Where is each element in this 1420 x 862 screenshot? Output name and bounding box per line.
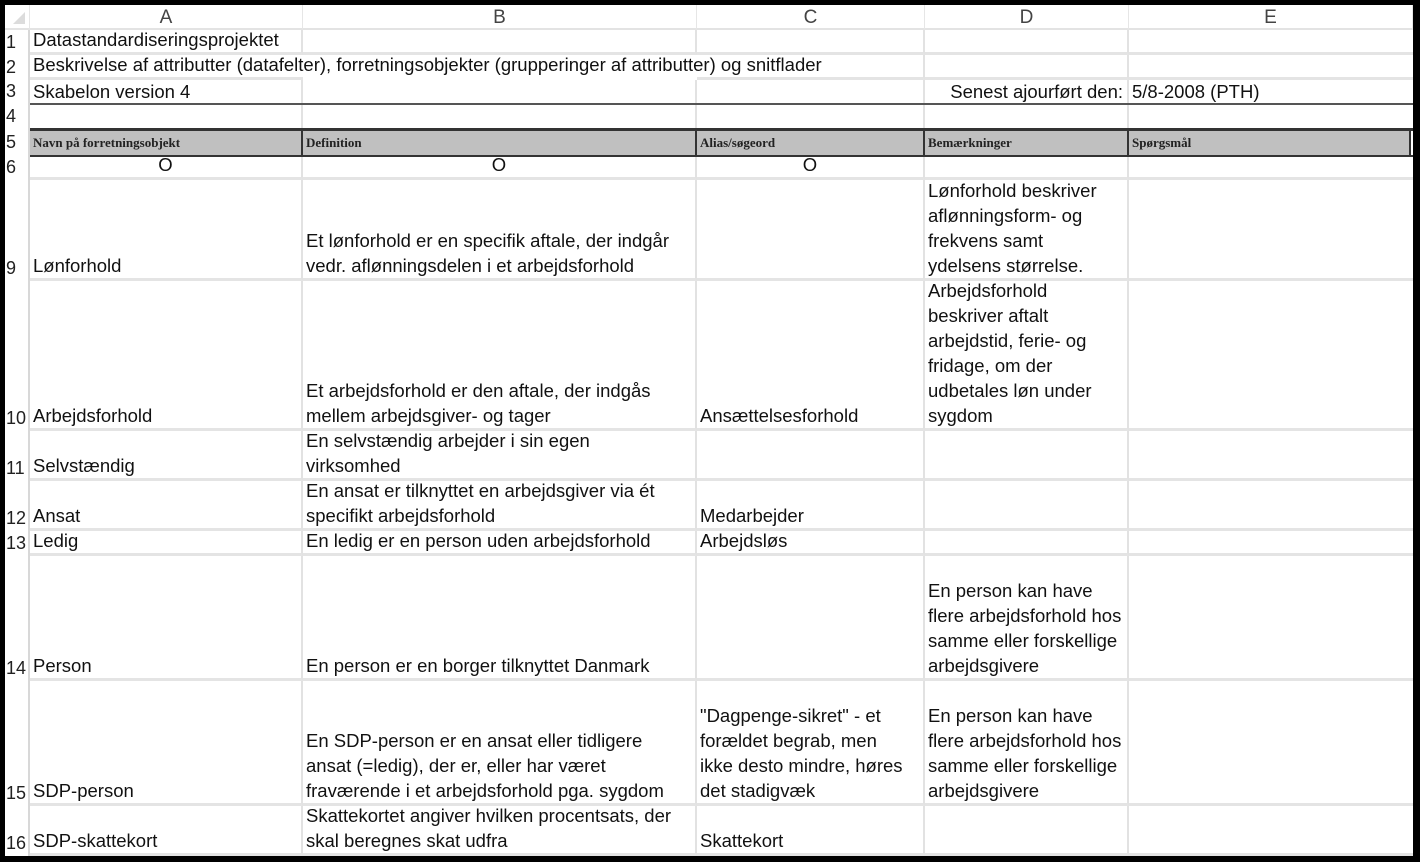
definition-text: En ledig er en person uden arbejdsforhold [306, 530, 651, 551]
definition-text: Skattekortet angiver hvilken procentsats, der [306, 805, 672, 826]
project-title: Datastandardiseringsprojektet [33, 29, 279, 50]
select-all-corner[interactable] [5, 5, 30, 30]
cell-name[interactable] [30, 681, 303, 806]
definition-text: Et arbejdsforhold er den aftale, der indgås [306, 380, 651, 401]
cell-name[interactable] [30, 180, 303, 281]
row-header[interactable]: 2 [5, 55, 30, 80]
definition-text: En ansat er tilknyttet en arbejdsgiver via ét [306, 480, 655, 501]
definition-text: En SDP-person er en ansat eller tidligere [306, 730, 643, 751]
definition-text: fraværende i et arbejdsforhold pga. sygdom [306, 780, 664, 801]
cell-definition[interactable] [303, 180, 697, 281]
cell-remarks[interactable] [925, 531, 1129, 556]
remarks-text: udbetales løn under [928, 380, 1092, 401]
name-text: Selvstændig [33, 455, 135, 476]
row-header[interactable]: 6 [5, 155, 30, 180]
alias-text: Ansættelsesforhold [700, 405, 859, 426]
cell-definition[interactable] [303, 806, 697, 856]
definition-text: En selvstændig arbejder i sin egen [306, 430, 590, 451]
cell-c6-value: O [802, 154, 818, 175]
row-header[interactable]: 4 [5, 104, 30, 129]
cell-d3[interactable] [925, 80, 1129, 104]
template-version: Skabelon version 4 [33, 81, 191, 102]
cell-alias[interactable] [697, 180, 925, 281]
cell-name[interactable] [30, 556, 303, 681]
cell-b3[interactable] [303, 80, 697, 104]
column-header-c[interactable]: C [697, 5, 925, 30]
definition-text: Et lønforhold er en specifik aftale, der indgår [306, 230, 669, 251]
cell-a4[interactable] [30, 105, 303, 129]
remarks-text: fridage, om der [928, 355, 1053, 376]
cell-c1[interactable] [697, 30, 925, 55]
cell-remarks[interactable] [925, 281, 1129, 431]
cell-questions[interactable] [1129, 531, 1413, 556]
cell-questions[interactable] [1129, 681, 1413, 806]
row-header[interactable]: 9 [5, 180, 30, 281]
name-text: SDP-skattekort [33, 830, 158, 851]
cell-name[interactable] [30, 431, 303, 481]
column-header-b[interactable]: B [303, 5, 697, 30]
updated-label: Senest ajourført den: [950, 81, 1123, 102]
remarks-text: frekvens samt [928, 230, 1044, 251]
cell-d6[interactable] [925, 157, 1129, 180]
remarks-text: arbejdsgivere [928, 780, 1040, 801]
cell-d1[interactable] [925, 30, 1129, 55]
remarks-text: flere arbejdsforhold hos [928, 730, 1122, 751]
cell-questions[interactable] [1129, 180, 1413, 281]
header-alias-label: Alias/søgeord [700, 135, 776, 150]
cell-alias[interactable] [697, 556, 925, 681]
row-header[interactable]: 14 [5, 556, 30, 681]
cell-definition[interactable] [303, 556, 697, 681]
cell-definition[interactable] [303, 681, 697, 806]
cell-e1[interactable] [1129, 30, 1413, 55]
row-header[interactable]: 10 [5, 281, 30, 431]
cell-remarks[interactable] [925, 806, 1129, 856]
cell-name[interactable] [30, 481, 303, 531]
definition-text: En person er en borger tilknyttet Danmark [306, 655, 650, 676]
cell-e6[interactable] [1129, 157, 1413, 180]
remarks-text: aflønningsform- og [928, 205, 1083, 226]
name-text: SDP-person [33, 780, 134, 801]
cell-definition[interactable] [303, 481, 697, 531]
select-all-triangle-icon [13, 12, 25, 24]
alias-text: "Dagpenge-sikret" - et [700, 705, 881, 726]
cell-alias[interactable] [697, 431, 925, 481]
cell-b6-value: O [491, 154, 507, 175]
header-questions[interactable] [1129, 131, 1411, 155]
row-header[interactable]: 5 [5, 129, 30, 155]
cell-c3[interactable] [697, 80, 925, 104]
cell-c6[interactable] [697, 154, 925, 180]
cell-name[interactable] [30, 531, 303, 556]
definition-text: vedr. aflønningsdelen i et arbejdsforhold [306, 255, 635, 276]
cell-c4[interactable] [697, 105, 925, 129]
header-remarks[interactable] [925, 131, 1129, 155]
alias-text: Skattekort [700, 830, 784, 851]
cell-remarks[interactable] [925, 556, 1129, 681]
remarks-text: En person kan have [928, 580, 1093, 601]
cell-a6[interactable] [30, 154, 303, 180]
cell-name[interactable] [30, 806, 303, 856]
column-header-a[interactable]: A [30, 5, 303, 30]
remarks-text: arbejdstid, ferie- og [928, 330, 1087, 351]
spreadsheet [5, 5, 1413, 856]
remarks-text: arbejdsgivere [928, 655, 1040, 676]
cell-c2[interactable] [697, 55, 925, 80]
row-header[interactable]: 16 [5, 806, 30, 856]
row-header[interactable]: 11 [5, 431, 30, 481]
cell-b6[interactable] [303, 154, 697, 180]
name-text: Person [33, 655, 92, 676]
row-header[interactable]: 13 [5, 531, 30, 556]
alias-text: Arbejdsløs [700, 530, 788, 551]
cell-name[interactable] [30, 281, 303, 431]
header-remarks-label: Bemærkninger [928, 135, 1012, 150]
cell-remarks[interactable] [925, 180, 1129, 281]
cell-alias[interactable] [697, 806, 925, 856]
row-header[interactable]: 3 [5, 80, 30, 104]
cell-d4[interactable] [925, 105, 1129, 129]
cell-questions[interactable] [1129, 481, 1413, 531]
definition-text: virksomhed [306, 455, 401, 476]
alias-text: Medarbejder [700, 505, 804, 526]
cell-e2[interactable] [1129, 55, 1413, 80]
cell-questions[interactable] [1129, 431, 1413, 481]
cell-alias[interactable] [697, 281, 925, 431]
name-text: Arbejdsforhold [33, 405, 153, 426]
row-header[interactable]: 1 [5, 30, 30, 55]
cell-alias[interactable] [697, 531, 925, 556]
header-definition-label: Definition [306, 135, 362, 150]
cell-b4[interactable] [303, 105, 697, 129]
row-header[interactable]: 15 [5, 681, 30, 806]
cell-remarks[interactable] [925, 481, 1129, 531]
name-text: Lønforhold [33, 255, 122, 276]
cell-definition[interactable] [303, 431, 697, 481]
remarks-text: beskriver aftalt [928, 305, 1049, 326]
cell-remarks[interactable] [925, 681, 1129, 806]
description-text: Beskrivelse af attributter (datafelter), forretningsobjekter (grupperinger af attributter) og snitflader [33, 54, 822, 75]
cell-e3[interactable] [1129, 80, 1413, 104]
header-name-label: Navn på forretningsobjekt [33, 135, 181, 150]
cell-remarks[interactable] [925, 431, 1129, 481]
cell-b1[interactable] [303, 30, 697, 55]
definition-text: mellem arbejdsgiver- og tager [306, 405, 551, 426]
column-header-d[interactable]: D [925, 5, 1129, 30]
cell-questions[interactable] [1129, 281, 1413, 431]
remarks-text: samme eller forskellige [928, 630, 1118, 651]
remarks-text: ydelsens størrelse. [928, 255, 1084, 276]
alias-text: det stadigvæk [700, 780, 816, 801]
remarks-text: En person kan have [928, 705, 1093, 726]
name-text: Ledig [33, 530, 79, 551]
remarks-text: sygdom [928, 405, 993, 426]
cell-a3[interactable] [30, 80, 303, 104]
definition-text: ansat (=ledig), der er, eller har været [306, 755, 606, 776]
cell-questions[interactable] [1129, 556, 1413, 681]
remarks-text: samme eller forskellige [928, 755, 1118, 776]
column-header-e[interactable]: E [1129, 5, 1413, 30]
cell-alias[interactable] [697, 481, 925, 531]
alias-text: ikke desto mindre, høres [700, 755, 903, 776]
cell-definition[interactable] [303, 531, 697, 556]
updated-value: 5/8-2008 (PTH) [1132, 81, 1260, 102]
header-questions-label: Spørgsmål [1132, 135, 1192, 150]
row-header[interactable]: 12 [5, 481, 30, 531]
definition-text: specifikt arbejdsforhold [306, 505, 496, 526]
name-text: Ansat [33, 505, 81, 526]
cell-d2[interactable] [925, 55, 1129, 80]
remarks-text: Lønforhold beskriver [928, 180, 1097, 201]
cell-questions[interactable] [1129, 806, 1413, 856]
cell-e4[interactable] [1129, 105, 1413, 129]
cell-a6-value: O [158, 154, 173, 175]
cell-a2[interactable] [30, 54, 822, 80]
definition-text: skal beregnes skat udfra [306, 830, 508, 851]
remarks-text: Arbejdsforhold [928, 280, 1048, 301]
remarks-text: flere arbejdsforhold hos [928, 605, 1122, 626]
cell-definition[interactable] [303, 281, 697, 431]
cell-alias[interactable] [697, 681, 925, 806]
alias-text: forældet begrab, men [700, 730, 877, 751]
